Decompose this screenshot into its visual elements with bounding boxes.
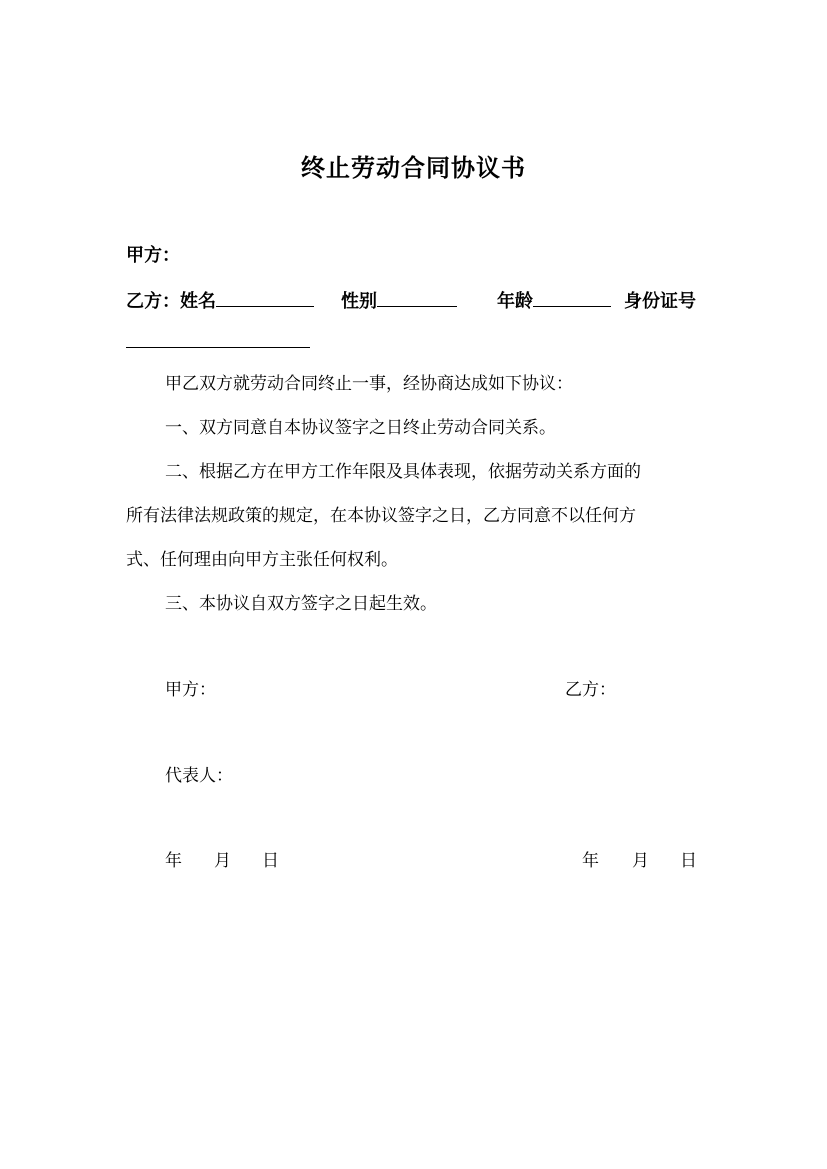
age-field: [497, 287, 611, 313]
intro-paragraph: 甲乙双方就劳动合同终止一事，经协商达成如下协议：: [165, 374, 573, 394]
date-left-day: 日: [262, 851, 279, 871]
gender-label: 性别: [341, 291, 377, 312]
clause-2-line-3: 式、任何理由向甲方主张任何权利。: [126, 550, 398, 570]
name-blank: [216, 289, 314, 307]
party-b-label: 乙方：: [126, 291, 180, 312]
clause-2-line-1: 二、根据乙方在甲方工作年限及具体表现，依据劳动关系方面的: [165, 462, 641, 482]
clause-2-line-2: 所有法律法规政策的规定，在本协议签字之日，乙方同意不以任何方: [126, 506, 636, 526]
signature-representative: 代表人：: [165, 766, 233, 786]
id-number-blank: [126, 347, 310, 348]
gender-field: [341, 287, 457, 313]
age-label: 年龄: [497, 291, 533, 312]
gender-blank: [377, 289, 457, 307]
signature-party-b: 乙方：: [565, 680, 616, 700]
clause-3: 三、本协议自双方签字之日起生效。: [165, 594, 437, 614]
name-label: 姓名: [180, 291, 216, 312]
date-right-month: 月: [632, 851, 649, 871]
date-right-year: 年: [582, 851, 599, 871]
date-left-month: 月: [214, 851, 231, 871]
page-title: 终止劳动合同协议书: [301, 153, 526, 182]
age-blank: [533, 289, 611, 307]
signature-party-a: 甲方：: [165, 680, 216, 700]
date-left-year: 年: [165, 851, 182, 871]
party-a-header: 甲方：: [126, 245, 180, 266]
id-number-label: 身份证号: [624, 291, 696, 312]
clause-1: 一、双方同意自本协议签字之日终止劳动合同关系。: [165, 418, 556, 438]
party-b-info-line: [126, 287, 314, 313]
date-right-day: 日: [680, 851, 697, 871]
